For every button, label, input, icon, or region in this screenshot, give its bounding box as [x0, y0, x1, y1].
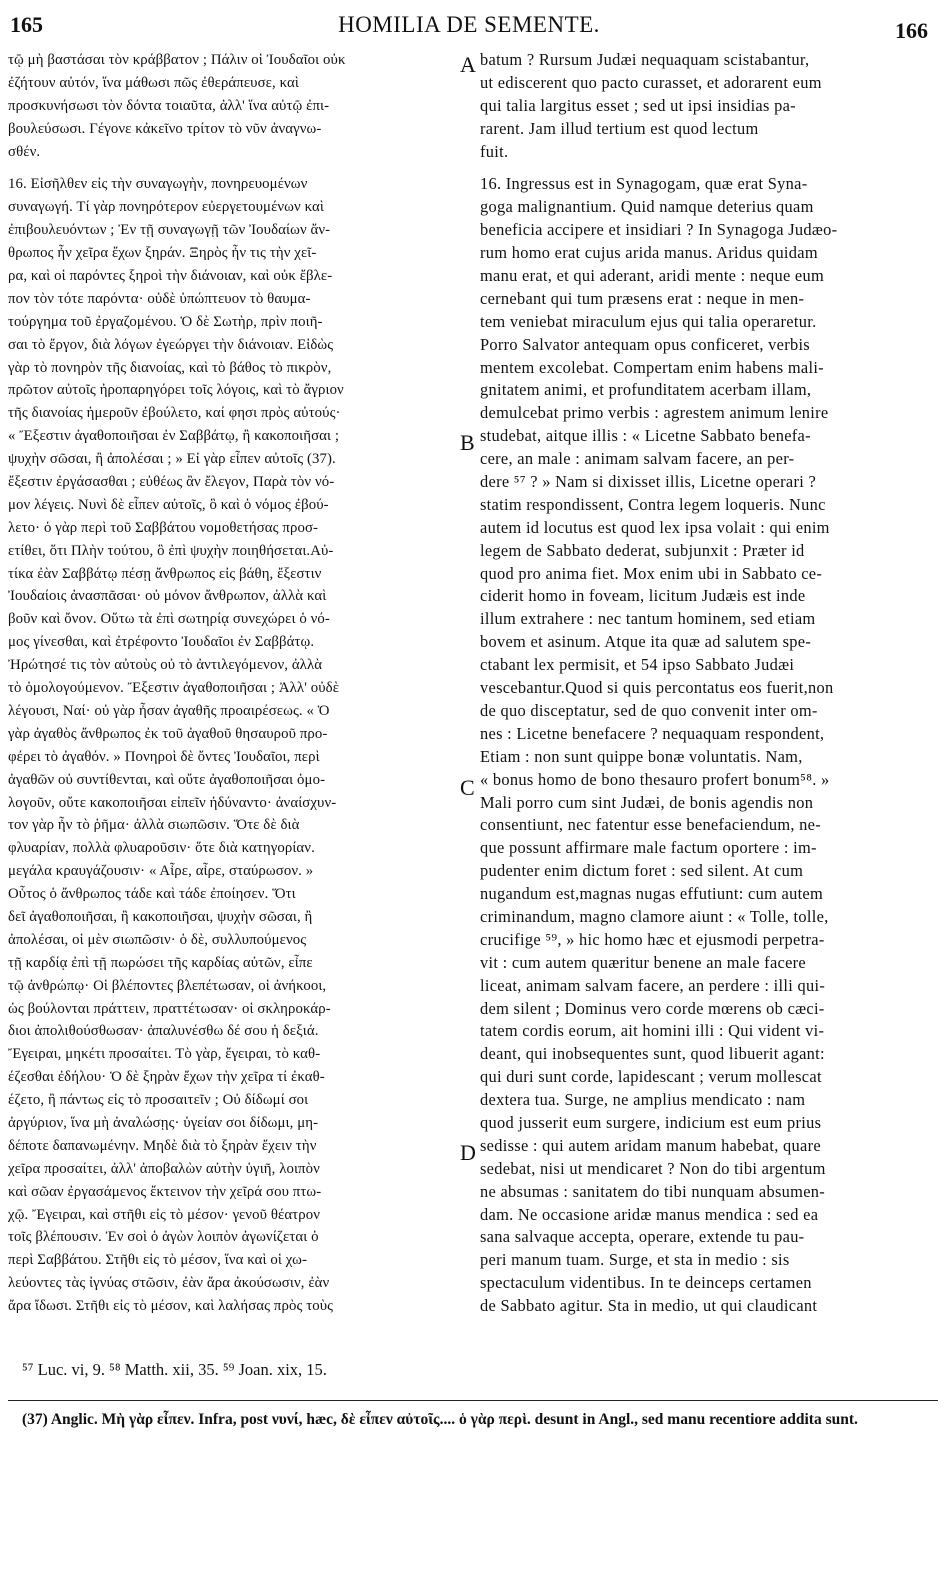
- latin-text-line: goga malignantium. Quid namque deterius quam: [480, 197, 814, 217]
- greek-text-line: τῷ μὴ βαστάσαι τὸν κράββατον ; Πάλιν οἱ Ἰουδαῖοι οὐκ: [8, 52, 346, 68]
- greek-text-line: τον γὰρ ἦν τὸ ῥῆμα· ἀλλὰ σιωπῶσιν. Ὅτε δὲ διὰ: [8, 817, 300, 834]
- greek-text-line: ἀγαθῶν οὐ συντίθενται, καὶ οὔτε ἀγαθοποιῆσαι ὁμο-: [8, 771, 326, 788]
- latin-text-line: autem id locutus est quod lex ipsa volait : qui enim: [480, 517, 830, 537]
- greek-text-line: χῷ. Ἔγειραι, καὶ στῆθι εἰς τὸ μέσον· γενοῦ θέατρον: [8, 1206, 320, 1223]
- latin-text-line: nes : Licetne benefacere ? nequaquam respondent,: [480, 723, 825, 743]
- margin-marker-c: C: [460, 775, 475, 800]
- greek-text-line: σαι τὸ ἔργον, διὰ λόγων ἐγεώργει τὴν διάνοιαν. Εἰδὼς: [8, 336, 334, 353]
- latin-text-line: statim respondissent, Contra legem loqueris. Nunc: [480, 494, 826, 514]
- latin-text-line: tem veniebat miraculum ejus qui talia operaretur.: [480, 311, 817, 331]
- latin-text-line: rum homo erat cujus arida manus. Aridus quidam: [480, 243, 818, 263]
- latin-text-line: vit : cum autem quæritur benene an male facere: [480, 952, 806, 972]
- greek-text-line: ἀπολέσαι, οἱ μὲν σιωπῶσιν· ὁ δὲ, συλλυπούμενος: [8, 931, 307, 948]
- latin-text-line: legem de Sabbato dederat, subjunxit : Præter id: [480, 540, 805, 560]
- latin-text-line: demulcebat primo verbis : agrestem animum lenire: [480, 403, 829, 423]
- latin-text-line: dere ⁵⁷ ? » Nam si dixisset illis, Licetne operari ?: [480, 472, 817, 492]
- greek-text-line: γὰρ τὸ πονηρὸν τῆς διανοίας, καὶ τὸ βάθος τὸ πικρὸν,: [8, 359, 332, 376]
- latin-text-line: sedisse : qui autem aridam manum habebat, quare: [480, 1135, 821, 1155]
- latin-text-line: nugandum est,magnas nugas effutiunt: cum autem: [480, 884, 824, 904]
- greek-text-line: καὶ σῶαν ἐργασάμενος ἔκτεινον τὴν χεῖρά σου πτω-: [8, 1183, 322, 1200]
- latin-text-line: illum extrahere : nec tantum hominem, sed etiam: [480, 609, 816, 629]
- greek-text-line: [8, 163, 458, 173]
- latin-text-line: [480, 163, 922, 173]
- latin-text-line: qui talia largitus esset ; sed ut ipsi insidias pa-: [480, 95, 796, 115]
- greek-text-line: ἀργύριον, ἵνα μὴ ἀναλώσῃς· ὑγείαν σοι δίδωμι, μη-: [8, 1114, 319, 1131]
- greek-text-line: γὰρ ἀγαθὸς ἄνθρωπος ἐκ τοῦ ἀγαθοῦ θησαυροῦ προ-: [8, 725, 328, 742]
- greek-text-line: τῆς διανοίας ἡμεροῦν ἐβούλετο, καί φησι πρὸς αὐτούς·: [8, 405, 341, 422]
- greek-text-line: μον λέγεις. Νυνὶ δὲ εἶπεν αὐτοῖς, ὃ καὶ ὁ νόμος ἐβού-: [8, 496, 329, 513]
- greek-text-line: πρῶτον αὐτοῖς ἠρoπαρηγόρει τοῖς λόγοις, καὶ τὸ ἄγριον: [8, 382, 344, 399]
- latin-text-line: Mali porro cum sint Judæi, de bonis agendis non: [480, 792, 814, 812]
- latin-text-line: batum ? Rursum Judæi nequaquam scistabantur,: [480, 50, 810, 69]
- latin-text-line: dextera tua. Surge, ne amplius mendicato : nam: [480, 1090, 806, 1110]
- latin-text-line: deant, qui inobsequentes sunt, quod libuerit agant:: [480, 1044, 825, 1064]
- greek-text-line: τούργημα τοῦ ἐργαζομένου. Ὁ δὲ Σωτὴρ, πρὶν ποιῆ-: [8, 313, 323, 330]
- latin-text-line: ut ediscerent quo pacto curasset, et adorarent eum: [480, 72, 822, 92]
- greek-text-line: Ἰουδαίοις ἀνασπᾶσαι· οὐ μόνον ἄνθρωπον, ἀλλὰ καὶ: [8, 588, 327, 605]
- latin-text-line: crucifige ⁵⁹, » hic homo hæc et ejusmodi perpetra-: [480, 929, 825, 949]
- latin-text-line: quod jusserit eum surgere, indicium est eum prius: [480, 1112, 822, 1132]
- greek-text-line: θρωπος ἦν χεῖρα ἔχων ξηράν. Ξηρὸς ἦν τις τὴν χεῖ-: [8, 245, 317, 262]
- page-number-right: 166: [895, 18, 928, 43]
- latin-text-line: criminandum, magno clamore aiunt : « Tolle, tolle,: [480, 906, 829, 926]
- greek-text-line: ἐζήτουν αὐτόν, ἵνα μάθωσι πῶς ἐθεράπευσε, καὶ: [8, 74, 299, 91]
- greek-text-line: έζετο, ἢ πάντως εἰς τὸ προσαιτεῖν ; Οὐ δίδωμί σοι: [8, 1092, 309, 1109]
- greek-text-line: περὶ Σαββάτου. Στῆθι εἰς τὸ μέσον, ἵνα καὶ οἱ χω-: [8, 1252, 307, 1269]
- latin-text-line: tatem cordis eorum, ait homini illi : Qui vident vi-: [480, 1021, 825, 1041]
- margin-marker-a: A: [460, 52, 476, 77]
- greek-text-line: Ἔγειραι, μηκέτι προσαίτει. Τὸ γὰρ, ἔγειραι, τὸ καθ-: [8, 1046, 321, 1063]
- greek-text-line: λετο· ὁ γὰρ περὶ τοῦ Σαββάτου νομοθετήσας προσ-: [8, 519, 319, 536]
- latin-text-line: fuit.: [480, 141, 509, 161]
- greek-text-column: [8, 49, 458, 1318]
- latin-text-line: beneficia accipere et insidiari ? In Synagoga Judæo-: [480, 220, 838, 240]
- greek-text-line: βοῦν καὶ ὄνον. Οὕτω τὰ ἐπὶ σωτηρίᾳ συνεχώρει ὁ νό-: [8, 611, 330, 628]
- latin-text-line: vescebantur.Quod si quis percontatus eos fuerit,non: [480, 678, 834, 698]
- page-number-left: 165: [10, 12, 43, 37]
- greek-text-line: τῷ ἀνθρώπῳ· Οἱ βλέποντες βλεπέτωσαν, οἱ ἀνήκοοι,: [8, 977, 327, 994]
- greek-text-line: διοι ἀπολιθούσθωσαν· ἀπαλυνέσθω δέ σου ἡ δεξιά.: [8, 1023, 319, 1040]
- greek-text-line: μος γίνεσθαι, καὶ ἐτρέφοντο Ἰουδαῖοι ἐν Σαββάτῳ.: [8, 634, 315, 651]
- latin-text-line: studebat, aitque illis : « Licetne Sabbato benefa-: [480, 426, 811, 446]
- greek-text-line: τοῖς βλέπουσιν. Ἐν σοὶ ὁ ἀγὼν λοιπὸν ἀγωνίζεται ὁ: [8, 1229, 319, 1246]
- latin-text-line: ctabant lex permisit, et 54 ipso Sabbato Judæi: [480, 655, 795, 675]
- greek-text-line: συναγωγή. Τί γὰρ πονηρότερον εὐεργετουμένων καὶ: [8, 199, 324, 216]
- footnote-divider: [8, 1400, 938, 1401]
- greek-text-line: μεγάλα κραυγάζουσιν· « Αἶρε, αἶρε, σταύρωσον. »: [8, 863, 314, 880]
- latin-text-line: sana salvaque accepta, operare, extende tu pau-: [480, 1227, 805, 1247]
- latin-text-line: spectaculum videntibus. In te deinceps certamen: [480, 1273, 812, 1293]
- greek-text-line: ἔξεστιν ἐργάσασθαι ; εὐθέως ἂν ἔλεγον, Παρὰ τὸν νό-: [8, 474, 335, 491]
- greek-text-line: « Ἔξεστιν ἀγαθοποιῆσαι ἐν Σαββάτῳ, ἢ κακοποιῆσαι ;: [8, 428, 340, 445]
- latin-text-line: Porro Salvator antequam opus conficeret, verbis: [480, 334, 810, 354]
- greek-text-line: λογοῦν, οὔτε κακοποιῆσαι εἰπεῖν ἠδύναντο· ἀναίσχυν-: [8, 794, 337, 811]
- latin-text-line: sedebat, nisi ut mendicaret ? Non do tibi argentum: [480, 1158, 826, 1178]
- greek-text-line: τὸ ὁμολογούμενον. Ἔξεστιν ἀγαθοποιῆσαι ; Ἀλλ' οὐδὲ: [8, 680, 340, 697]
- latin-text-line: manu erat, et qui aderant, aridi mente : neque eum: [480, 266, 825, 286]
- greek-text-line: τῇ καρδίᾳ ἐπὶ τῇ πωρώσει τῆς καρδίας αὐτῶν, εἶπε: [8, 954, 313, 971]
- critical-footnote: (37) Anglic. Μὴ γὰρ εἶπεν. Infra, post νυνί, hæc, δὲ εἶπεν αὐτοῖς.... ὁ γὰρ περὶ. desunt in Angl., sed manu recentiore addita sunt.: [22, 1411, 858, 1428]
- greek-text-line: Ἠρώτησέ τις τὸν αὐτοὺς οὐ τὸ ἀντιλεγόμενον, ἀλλὰ: [8, 657, 323, 674]
- greek-text-line: φέρει τὸ ἀγαθόν. » Πονηροὶ δὲ ὄντες Ἰουδαῖοι, περὶ: [8, 748, 320, 765]
- margin-marker-b: B: [460, 430, 475, 455]
- latin-text-column: [480, 49, 922, 1318]
- page-header: [10, 12, 928, 42]
- latin-text-line: bovem et asinum. Atque ita quæ ad salutem spe-: [480, 632, 812, 652]
- latin-text-line: ne absumas : sanitatem do tibi nunquam absumen-: [480, 1181, 826, 1201]
- greek-text-line: τίκα ἐὰν Σαββάτῳ πέσῃ ἄνθρωπος εἰς βάθη, ἔξεστιν: [8, 565, 322, 582]
- latin-text-line: « bonus homo de bono thesauro profert bonum⁵⁸. »: [480, 769, 830, 789]
- latin-text-line: de Sabbato agitur. Sta in medio, ut qui claudicant: [480, 1296, 818, 1316]
- latin-text-line: que possunt affirmare male factum oportere : im-: [480, 838, 817, 858]
- greek-text-line: φλυαρίαν, πολλὰ φλυαροῦσιν· ὅτε διὰ κατηγορίαν.: [8, 840, 315, 857]
- greek-text-line: ετίθει, ὅτι Πλὴν τούτου, ὃ ἐπὶ ψυχὴν ποιηθήσεται.Αὐ-: [8, 542, 334, 559]
- greek-text-line: 16. Εἰσῆλθεν εἰς τὴν συναγωγὴν, πονηρευομένων: [8, 176, 308, 193]
- greek-text-line: σθέν.: [8, 143, 41, 160]
- latin-text-line: dem silent ; Dominus vero corde mœrens ob cæci-: [480, 998, 825, 1018]
- latin-text-line: 16. Ingressus est in Synagogam, quæ erat Syna-: [480, 174, 808, 194]
- greek-text-line: πον τὸν τότε παρόντα· οὐδὲ ὑπώπτευον τὸ θαυμα-: [8, 290, 311, 307]
- greek-text-line: βουλεύσωσι. Γέγονε κἀκεῖνο τρίτον τὸ νῦν ἀναγνω-: [8, 120, 322, 137]
- latin-text-line: ciderit homo in foveam, licitum Judæis est inde: [480, 586, 806, 606]
- latin-text-line: cernebant qui tum præsens erat : neque in men-: [480, 288, 805, 308]
- greek-text-line: ψυχὴν σῶσαι, ἢ ἀπολέσαι ; » Εἰ γὰρ εἶπεν αὐτοῖς (37).: [8, 451, 336, 468]
- greek-text-line: έζεσθαι ἐδήλου· Ὁ δὲ ξηρὰν ἔχων τὴν χεῖρα τί ἐκαθ-: [8, 1069, 325, 1086]
- latin-text-line: dam. Ne occasione aridæ manus mendica : sed ea: [480, 1204, 819, 1224]
- latin-text-line: consentiunt, nec fatentur esse benefaciendum, ne-: [480, 815, 822, 835]
- greek-text-line: προσκυνήσωσι τὸν δόντα τοιαῦτα, ἀλλ' ἵνα αὐτῷ ἐπι-: [8, 97, 330, 114]
- latin-text-line: peri manum tuam. Surge, et sta in medio : sis: [480, 1250, 790, 1270]
- scripture-references: ⁵⁷ Luc. vi, 9. ⁵⁸ Matth. xii, 35. ⁵⁹ Joan. xix, 15.: [22, 1360, 327, 1379]
- latin-text-line: rarent. Jam illud tertium est quod lectum: [480, 118, 759, 138]
- greek-text-line: χεῖρα προσαίτει, ἀλλ' ἀποβαλὼν αὐτὴν ὑγιῆ, λοιπὸν: [8, 1160, 320, 1177]
- greek-text-line: λέγουσι, Ναί· οὐ γὰρ ἦσαν ἀγαθῆς προαιρέσεως. « Ὁ: [8, 702, 330, 719]
- latin-text-line: Etiam : non sunt quippe bonæ voluntatis. Nam,: [480, 746, 803, 766]
- latin-text-line: quod pro anima fiet. Mox enim ubi in Sabbato ce-: [480, 563, 823, 583]
- latin-text-line: pudenter enim dictum foret : sed silent. At cum: [480, 861, 804, 881]
- greek-text-line: ἐπιβουλευόντων ; Ἐν τῇ συναγωγῇ τῶν Ἰουδαίων ἄν-: [8, 222, 331, 239]
- greek-text-line: ρα, καὶ οἱ παρόντες ξηροὶ τὴν διάνοιαν, καὶ οὐκ ἔβλε-: [8, 268, 333, 285]
- greek-text-line: λεύοντες τὰς ἰγνύας στῶσιν, ἐὰν ἄρα ἀκούσωσιν, ἐὰν: [8, 1275, 330, 1292]
- greek-text-line: Οὗτος ὁ ἄνθρωπος τάδε καὶ τάδε ἐποίησεν. Ὅτι: [8, 886, 296, 903]
- greek-text-line: ὡς βούλονται πράττειν, πραττέτωσαν· οἱ σκληροκάρ-: [8, 1000, 331, 1017]
- greek-text-line: δέποτε δαπανωμένην. Μηδὲ διὰ τὸ ξηρὰν ἔχειν τὴν: [8, 1137, 317, 1154]
- margin-marker-d: D: [460, 1140, 476, 1165]
- latin-text-line: gnitatem animi, et profunditatem acerbam illam,: [480, 380, 812, 400]
- latin-text-line: de quo disceptatur, sed de quo convenit inter om-: [480, 700, 818, 720]
- running-title: HOMILIA DE SEMENTE.: [338, 12, 600, 37]
- latin-text-line: liceat, animam salvam facere, an perdere : illi qui-: [480, 975, 826, 995]
- latin-text-line: qui duri sunt corde, lapidescant ; verum mollescat: [480, 1067, 822, 1087]
- greek-text-line: δεῖ ἀγαθοποιῆσαι, ἢ κακοποιῆσαι, ψυχὴν σῶσαι, ἢ: [8, 908, 313, 925]
- greek-text-line: ἄρα ἴδωσι. Στῆθι εἰς τὸ μέσον, καὶ λαλήσας πρὸς τοὺς: [8, 1298, 334, 1315]
- latin-text-line: cere, an male : animam salvam facere, an per-: [480, 449, 795, 469]
- latin-text-line: mentem excolebat. Compertam enim habens mali-: [480, 357, 824, 377]
